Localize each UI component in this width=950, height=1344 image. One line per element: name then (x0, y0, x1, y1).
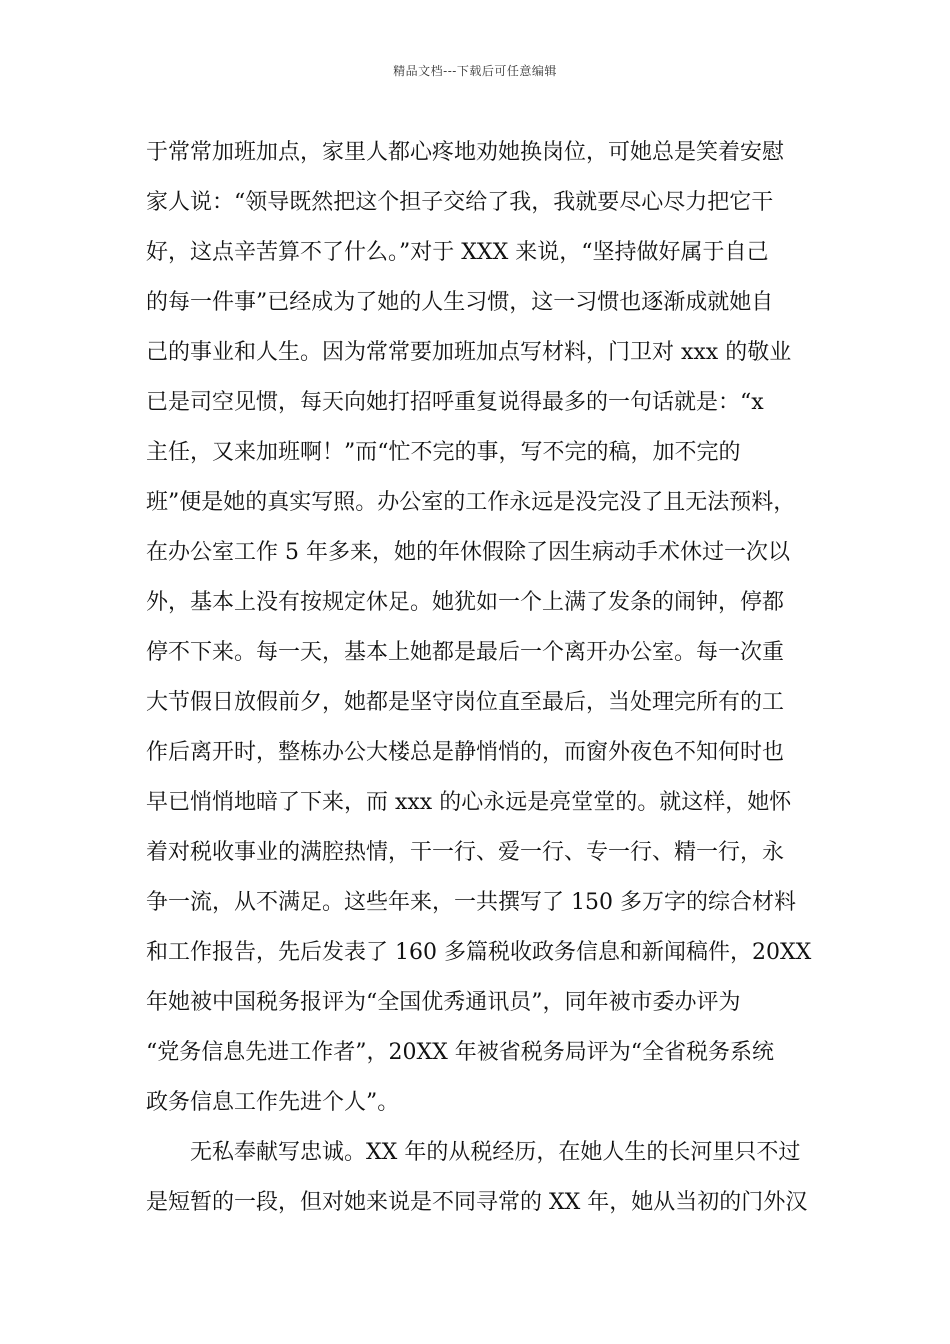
text-line: 班”便是她的真实写照。办公室的工作永远是没完没了且无法预料， (146, 490, 796, 515)
text-line: 于常常加班加点，家里人都心疼地劝她换岗位，可她总是笑着安慰 (146, 140, 785, 165)
text-line: 外，基本上没有按规定休足。她犹如一个上满了发条的闹钟，停都 (146, 590, 785, 615)
text-line: 早已悄悄地暗了下来，而 xxx 的心永远是亮堂堂的。就这样，她怀 (146, 790, 792, 815)
text-line: “党务信息先进工作者”，20XX 年被省税务局评为“全省税务系统 (146, 1040, 775, 1065)
page-header: 精品文档---下载后可任意编辑 (393, 64, 557, 78)
text-line: 政务信息工作先进个人”。 (146, 1090, 400, 1115)
text-line: 已是司空见惯，每天向她打招呼重复说得最多的一句话就是：“x (146, 390, 764, 415)
text-line: 和工作报告，先后发表了 160 多篇税收政务信息和新闻稿件，20XX (146, 940, 812, 965)
text-line: 无私奉献写忠诚。XX 年的从税经历，在她人生的长河里只不过 (146, 1140, 801, 1165)
text-line: 作后离开时，整栋办公大楼总是静悄悄的，而窗外夜色不知何时也 (146, 740, 785, 765)
text-line: 着对税收事业的满腔热情，干一行、爱一行、专一行、精一行，永 (146, 840, 785, 865)
text-line: 年她被中国税务报评为“全国优秀通讯员”，同年被市委办评为 (146, 990, 741, 1015)
document-body (146, 128, 826, 1228)
text-line: 主任，又来加班啊！”而“忙不完的事，写不完的稿，加不完的 (146, 440, 741, 465)
text-line: 是短暂的一段，但对她来说是不同寻常的 XX 年，她从当初的门外汉 (146, 1190, 808, 1215)
text-line: 在办公室工作 5 年多来，她的年休假除了因生病动手术休过一次以 (146, 540, 790, 565)
text-line: 争一流，从不满足。这些年来，一共撰写了 150 多万字的综合材料 (146, 890, 796, 915)
text-line: 停不下来。每一天，基本上她都是最后一个离开办公室。每一次重 (146, 640, 785, 665)
text-line: 家人说：“领导既然把这个担子交给了我，我就要尽心尽力把它干 (146, 190, 774, 215)
text-line: 己的事业和人生。因为常常要加班加点写材料，门卫对 xxx 的敬业 (146, 340, 792, 365)
text-line: 好，这点辛苦算不了什么。”对于 XXX 来说，“坚持做好属于自己 (146, 240, 769, 265)
text-line: 大节假日放假前夕，她都是坚守岗位直至最后，当处理完所有的工 (146, 690, 785, 715)
text-line: 的每一件事”已经成为了她的人生习惯，这一习惯也逐渐成就她自 (146, 290, 774, 315)
